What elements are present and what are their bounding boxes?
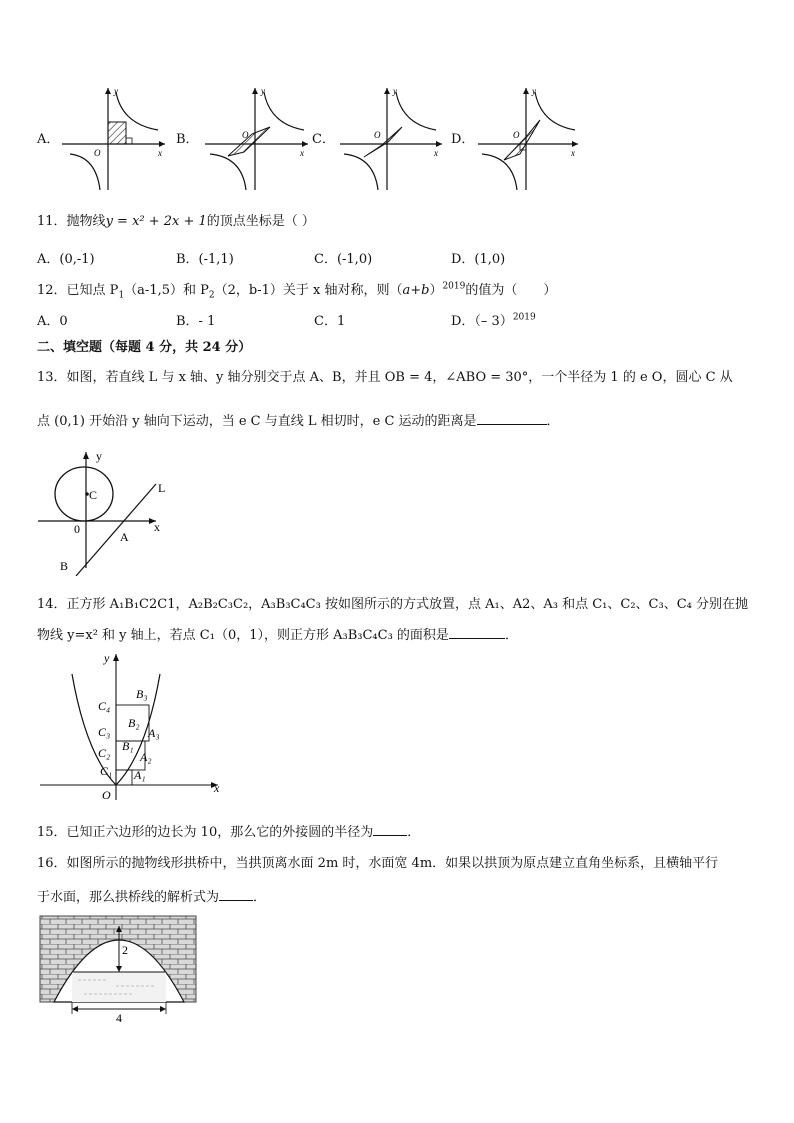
q12-text-e: 的值为（ ） (465, 283, 557, 298)
q14-text-line2: 物线 y=x² 和 y 轴上，若点 C₁（0，1），则正方形 A₃B₃C₄C₃ 的面积是 (37, 628, 449, 643)
q16-text-line1: 如图所示的抛物线形拱桥中，当拱顶离水面 2m 时，水面宽 4m．如果以拱顶为原点建立直角坐标系，且横轴平行 (66, 856, 719, 871)
svg-text:y: y (532, 86, 536, 96)
q12-number: 12． (37, 283, 67, 298)
q15-end: ． (407, 825, 421, 840)
q14-figure (36, 650, 226, 800)
q11-text-pre: 抛物线 (66, 214, 106, 229)
graph-c (340, 86, 442, 190)
q14-label-B3: B₃ (136, 687, 148, 701)
q11-formula: y = x² + 2x + 1 (105, 214, 207, 229)
q14-label-C4: C₄ (98, 699, 111, 713)
q13-label-A: A (120, 530, 129, 544)
q14-label-O: O (102, 788, 111, 800)
q10-option-b[interactable]: B． (176, 132, 199, 147)
q14-label-A1: A₁ (134, 768, 146, 782)
q14-label-A2: A₂ (140, 750, 152, 764)
q16-line1 (37, 856, 718, 872)
q16-line2 (37, 888, 266, 906)
q13-label-B: B (60, 559, 69, 573)
q12-exp: 2019 (442, 281, 466, 292)
q13-label-L: L (158, 481, 166, 495)
q11-text-post: 的顶点坐标是（ ） (206, 214, 315, 229)
svg-text:O: O (242, 130, 249, 140)
q10-option-d[interactable]: D． (451, 132, 475, 147)
svg-text:y: y (261, 86, 265, 96)
q12-sub1: 1 (118, 290, 125, 301)
svg-text:x: x (571, 148, 575, 158)
q14-line1 (37, 597, 748, 613)
svg-text:x: x (158, 148, 162, 158)
q11-option-c[interactable]: C．(-1,0) (314, 252, 373, 267)
svg-text:y: y (114, 86, 118, 96)
q13-figure (38, 448, 168, 576)
q14-line2 (37, 626, 518, 644)
q16-answer-blank[interactable] (219, 888, 253, 901)
q15-stem (37, 823, 420, 841)
q12-text-a: 已知点 P (66, 283, 119, 298)
q10-option-a[interactable]: A． (37, 132, 60, 147)
q14-text-line1: 正方形 A₁B₁C2C1，A₂B₂C₃C₂，A₃B₃C₄C₃ 按如图所示的方式放置，点 A₁、A2、A₃ 和点 C₁、C₂、C₃、C₄ 分别在抛 (66, 597, 748, 612)
q10-option-c[interactable]: C． (312, 132, 335, 147)
q12-option-d-base: D．（– 3） (451, 314, 513, 329)
q12-option-c[interactable]: C．1 (314, 314, 346, 329)
svg-text:O: O (374, 130, 381, 140)
q14-label-y: y (104, 651, 110, 665)
svg-text:O: O (94, 148, 101, 158)
q11-stem (37, 214, 315, 230)
q15-number: 15． (37, 825, 67, 840)
q13-number: 13． (37, 370, 67, 385)
q11-number: 11． (37, 214, 67, 229)
svg-text:x: x (434, 148, 438, 158)
q14-label-C2: C₂ (98, 746, 111, 760)
q11-option-a[interactable]: A．(0,-1) (37, 252, 95, 267)
q13-label-O: 0 (74, 522, 80, 536)
q11-option-b[interactable]: B．(-1,1) (176, 252, 234, 267)
q14-label-C3: C₃ (98, 725, 111, 739)
graph-d (478, 86, 578, 190)
q16-figure (38, 914, 200, 1024)
q13-label-y: y (96, 449, 102, 463)
q13-end: ． (546, 414, 560, 429)
q14-label-A3: A₃ (148, 726, 160, 740)
q11-option-d[interactable]: D．(1,0) (451, 252, 506, 267)
q13-text-line1: 如图，若直线 L 与 x 轴、y 轴分别交于点 A、B，并且 OB = 4，∠ABO = 30°，一个半径为 1 的 e O，圆心 C 从 (66, 370, 733, 385)
q14-label-B1: B₁ (122, 739, 134, 753)
q16-label-height: 2 (122, 943, 128, 957)
q13-answer-blank[interactable] (477, 412, 547, 425)
q13-label-C: C (89, 488, 98, 502)
svg-text:y: y (393, 86, 397, 96)
q15-answer-blank[interactable] (373, 823, 407, 836)
q12-text-c: （2，b-1）关于 x 轴对称，则（ (214, 283, 403, 298)
q14-end: ． (504, 628, 518, 643)
q16-label-width: 4 (116, 1011, 122, 1024)
q14-label-B2: B₂ (128, 716, 140, 730)
q14-label-x: x (214, 781, 220, 795)
graph-b (205, 86, 308, 190)
q13-line1 (37, 370, 733, 386)
q14-label-C1: C₁ (100, 764, 113, 778)
q13-text-line2: 点 (0,1) 开始沿 y 轴向下运动，当 e C 与直线 L 相切时，e C 运动的距离是 (37, 414, 477, 429)
q12-option-a[interactable]: A．0 (37, 314, 68, 329)
svg-text:O: O (513, 130, 520, 140)
q12-text-b: （a-1,5）和 P (124, 283, 209, 298)
q12-text-ab: a+b (402, 283, 430, 298)
q12-text-d: ） (429, 283, 443, 298)
q12-option-d-exp: 2019 (512, 312, 536, 323)
q16-number: 16． (37, 856, 67, 871)
section-2-heading: 二、填空题（每题 4 分，共 24 分） (37, 340, 252, 355)
graph-a (62, 86, 165, 190)
q14-number: 14． (37, 597, 67, 612)
q16-text-line2: 于水面，那么拱桥线的解析式为 (37, 890, 220, 905)
q14-answer-blank[interactable] (449, 626, 505, 639)
q15-text: 已知正六边形的边长为 10，那么它的外接圆的半径为 (66, 825, 374, 840)
q13-line2 (37, 412, 560, 430)
q12-sub2: 2 (208, 290, 215, 301)
svg-text:x: x (300, 148, 304, 158)
q12-stem (37, 283, 556, 299)
q16-end: ． (253, 890, 267, 905)
q12-option-b[interactable]: B．- 1 (176, 314, 216, 329)
q13-label-x: x (154, 520, 160, 534)
q12-option-d[interactable] (451, 314, 536, 330)
